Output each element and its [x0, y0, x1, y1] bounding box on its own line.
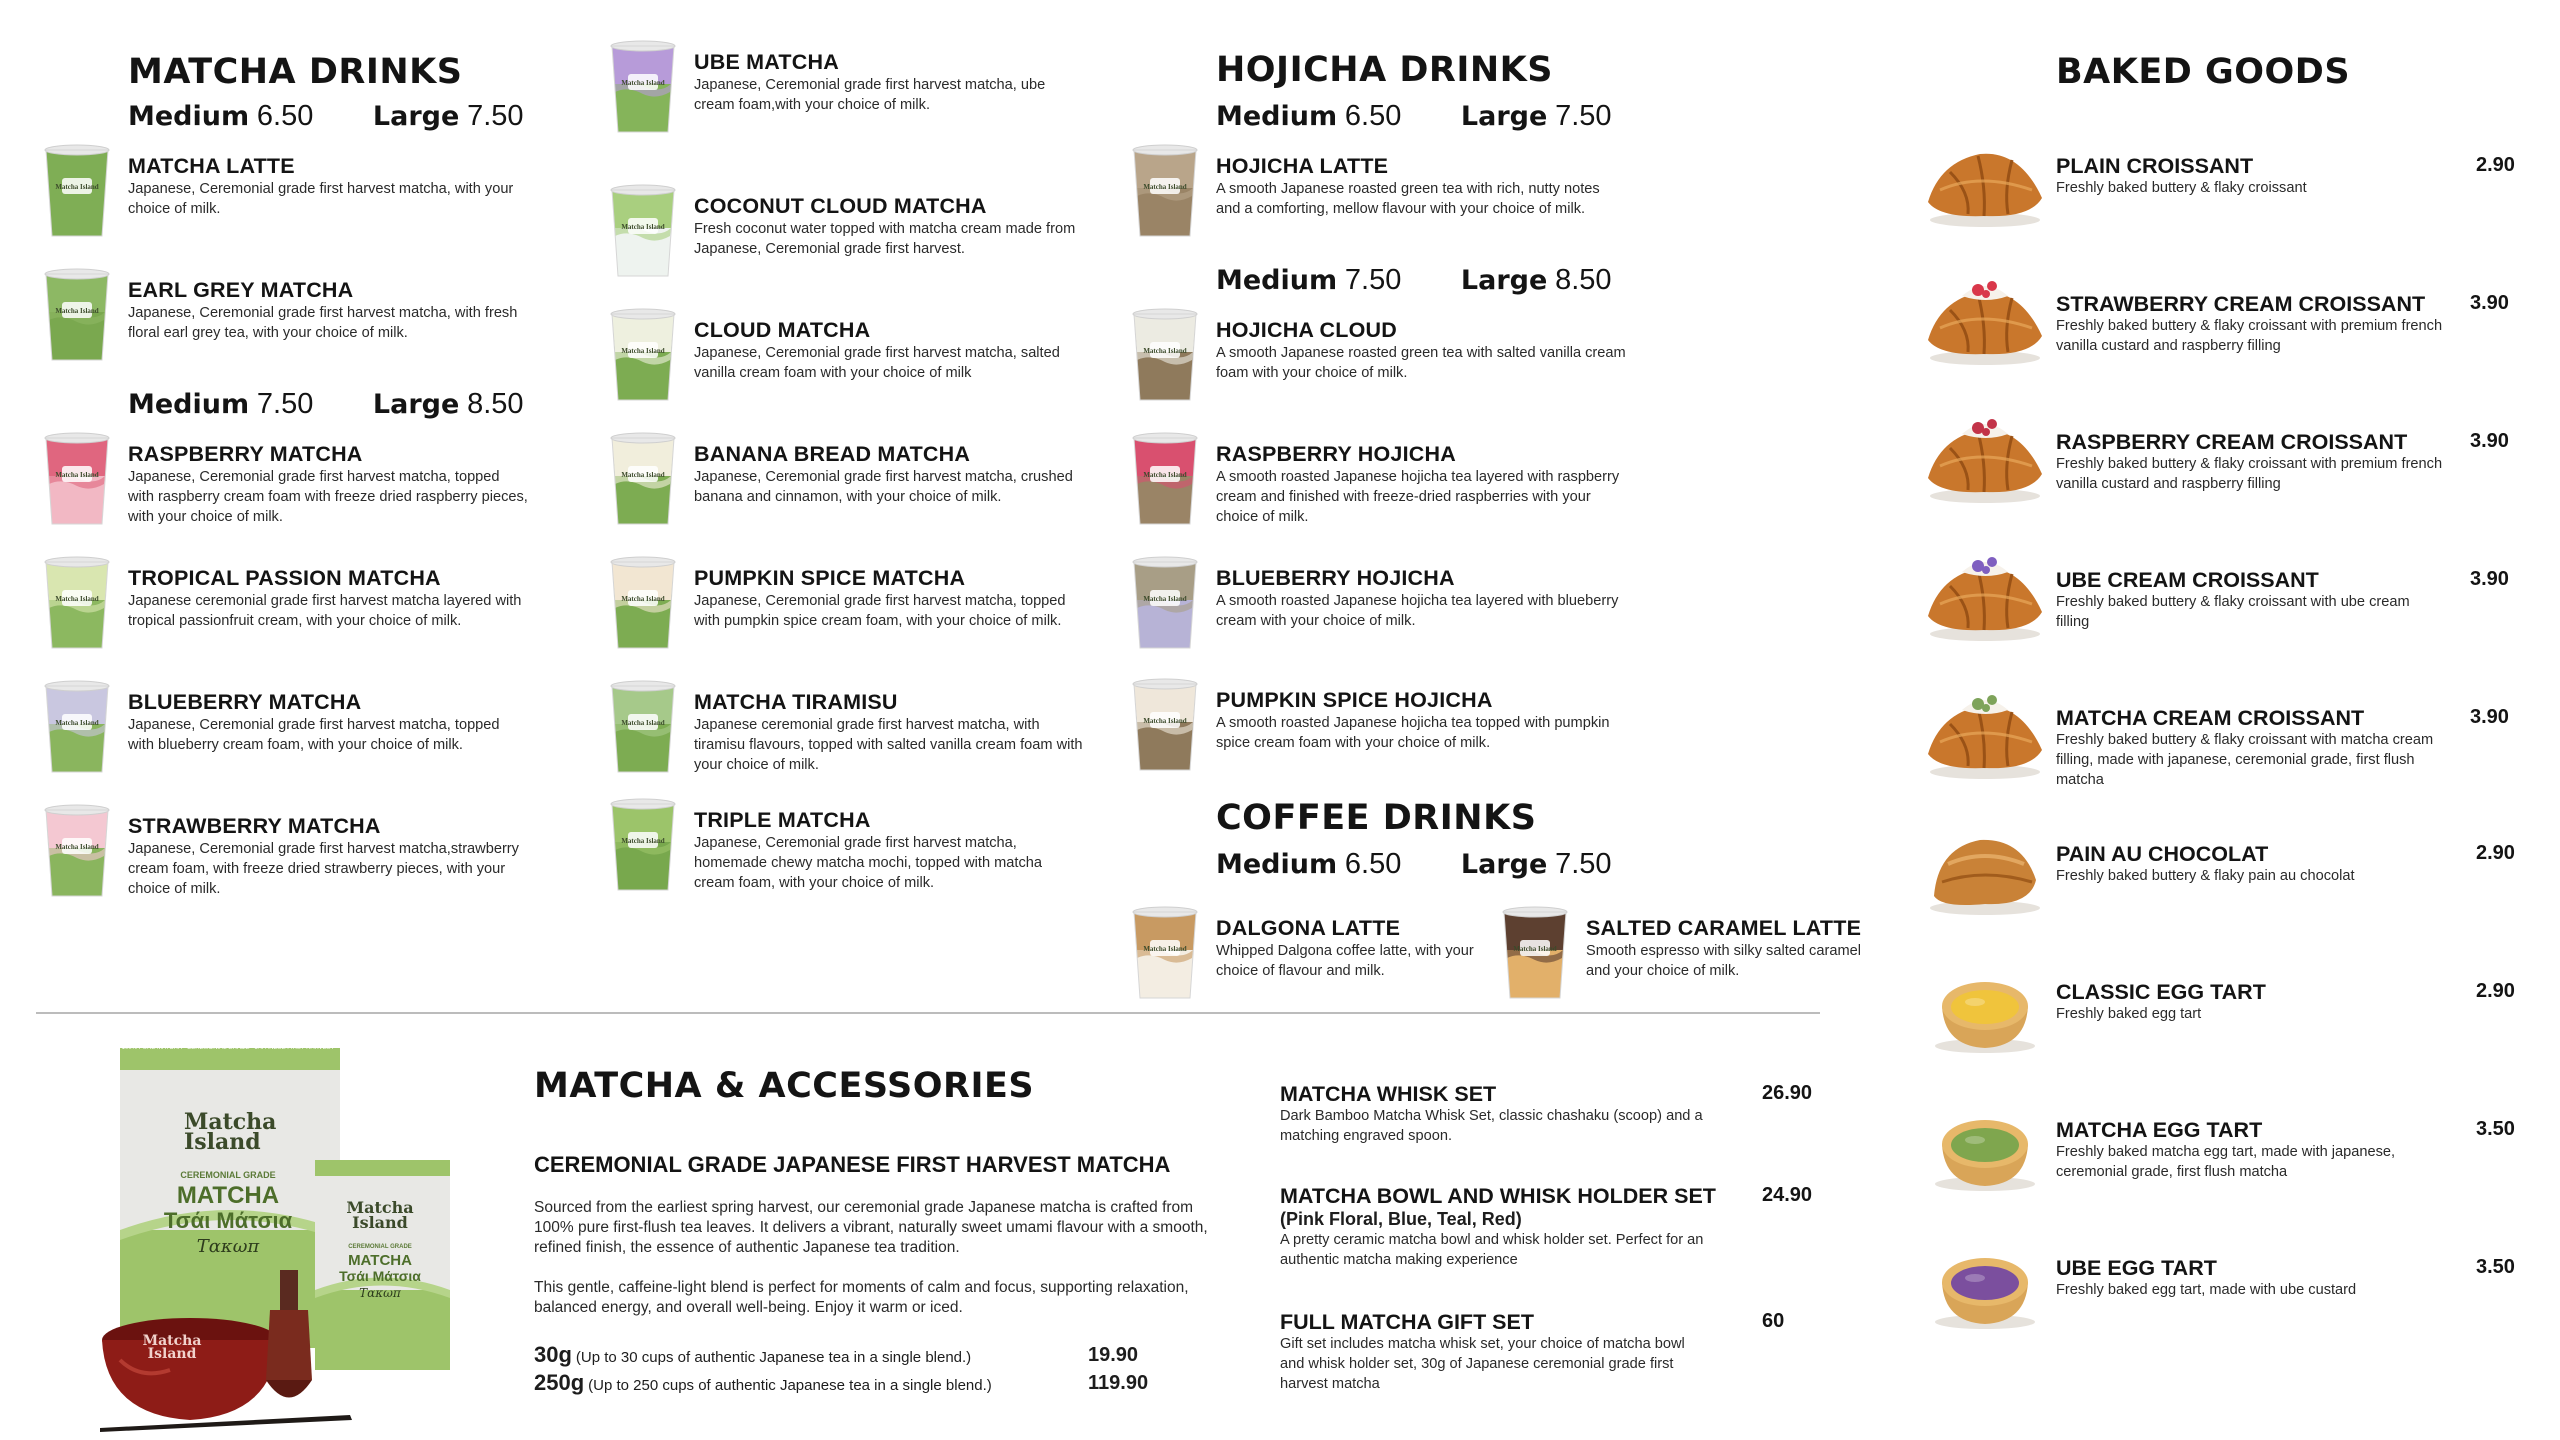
drink-cup-image	[40, 144, 114, 240]
drink-cup-image	[40, 268, 114, 364]
drink-cup-image	[1128, 432, 1202, 528]
medium-price: 7.50	[1344, 264, 1402, 296]
menu-item-name: UBE MATCHA	[694, 50, 839, 74]
menu-item-desc: Japanese, Ceremonial grade first harvest matcha, salted vanilla cream foam with your choice of milk	[694, 345, 1060, 381]
small-pouch-brand	[320, 1200, 440, 1230]
medium-label: Medium	[128, 389, 250, 420]
small-pouch-grade: CEREMONIAL GRADE	[348, 1244, 412, 1250]
baked-item	[2056, 842, 2446, 886]
baked-item-name: PAIN AU CHOCOLAT	[2056, 842, 2269, 866]
menu-item-desc: Japanese, Ceremonial grade first harvest matcha, homemade chewy matcha mochi, topped with matcha cream foam, with your choice of milk.	[694, 835, 1042, 891]
medium-price: 6.50	[1344, 100, 1402, 132]
small-pouch-greek: Τσάι Μάτσια	[339, 1268, 421, 1284]
matcha-drinks-title: MATCHA DRINKS	[128, 52, 463, 92]
matcha-tier1-prices	[128, 100, 524, 133]
menu-item-desc: Japanese, Ceremonial grade first harvest matcha, topped with blueberry cream foam, with your choice of milk.	[128, 717, 500, 753]
hojicha-tier2-prices	[1216, 264, 1612, 297]
baked-item-price: 3.50	[2476, 1118, 2515, 1140]
croissant-image	[1920, 684, 2050, 789]
menu-item-name: PUMPKIN SPICE MATCHA	[694, 566, 966, 590]
baked-item-name: PLAIN CROISSANT	[2056, 154, 2254, 178]
baked-item-desc: Freshly baked egg tart	[2056, 1006, 2202, 1022]
large-price: 7.50	[1555, 848, 1612, 880]
drink-cup-image	[40, 556, 114, 652]
menu-item-desc: A smooth roasted Japanese hojicha tea layered with blueberry cream with your choice of milk.	[1216, 593, 1619, 629]
drink-cup-image	[40, 804, 114, 900]
baked-item-name: UBE CREAM CROISSANT	[2056, 568, 2319, 592]
baked-item-desc: Freshly baked buttery & flaky croissant with premium french vanilla custard and raspberry filling	[2056, 318, 2443, 354]
drink-cup-image	[606, 798, 680, 894]
cup-brand-label: Matcha Island	[621, 223, 665, 231]
accessory-set	[1280, 1184, 1720, 1270]
cup-brand-label: Matcha Island	[621, 719, 665, 727]
coffee-tier1-prices	[1216, 848, 1612, 881]
menu-item-desc: Smooth espresso with silky salted caramel and your choice of milk.	[1586, 943, 1861, 979]
matcha-tier2-prices	[128, 388, 524, 421]
menu-item-desc: Japanese, Ceremonial grade first harvest matcha, with fresh floral earl grey tea, with your choice of milk.	[128, 305, 518, 341]
cup-brand-label: Matcha Island	[1143, 347, 1187, 355]
baked-item	[2056, 706, 2446, 790]
menu-item-name: HOJICHA LATTE	[1216, 154, 1389, 178]
baked-item-price: 3.90	[2470, 706, 2509, 728]
cup-brand-label: Matcha Island	[55, 183, 99, 191]
baked-item	[2056, 568, 2446, 632]
pain-au-chocolat-image	[1920, 820, 2050, 925]
menu-item-name: MATCHA LATTE	[128, 154, 295, 178]
menu-item-name: MATCHA TIRAMISU	[694, 690, 898, 714]
menu-item-desc: Fresh coconut water topped with matcha cream made from Japanese, Ceremonial grade first harvest.	[694, 221, 1076, 257]
baked-item-name: MATCHA EGG TART	[2056, 1118, 2263, 1142]
menu-item-name: BLUEBERRY HOJICHA	[1216, 566, 1455, 590]
baked-item-price: 3.90	[2470, 292, 2509, 314]
medium-price: 6.50	[256, 100, 314, 132]
menu-item	[694, 50, 1084, 115]
menu-item	[1216, 442, 1626, 527]
accessories-para2: This gentle, caffeine-light blend is perfect for moments of calm and focus, supporting relaxation, balanced energy, and overall well-being. Enjoy it warm or iced.	[534, 1279, 1189, 1316]
cup-brand-label: Matcha Island	[1143, 717, 1187, 725]
matcha-size-price: 119.90	[1088, 1372, 1149, 1394]
cup-brand-label: Matcha Island	[1143, 595, 1187, 603]
cup-brand-label: Matcha Island	[55, 307, 99, 315]
large-price: 7.50	[1555, 100, 1612, 132]
cup-brand-label: Matcha Island	[1143, 471, 1187, 479]
menu-item-name: DALGONA LATTE	[1216, 916, 1401, 940]
medium-price: 6.50	[1344, 848, 1402, 880]
menu-item-desc: Japanese ceremonial grade first harvest matcha, with tiramisu flavours, topped with salted vanilla cream foam with your choice of milk.	[694, 717, 1083, 773]
menu-item	[1586, 916, 1876, 981]
menu-item-desc: Japanese, Ceremonial grade first harvest matcha, topped with pumpkin spice cream foam, with your choice of milk.	[694, 593, 1066, 629]
large-price: 7.50	[467, 100, 524, 132]
menu-item-name: HOJICHA CLOUD	[1216, 318, 1397, 342]
drink-cup-image	[1128, 678, 1202, 774]
cup-brand-label: Matcha Island	[621, 347, 665, 355]
cup-brand-label: Matcha Island	[621, 837, 665, 845]
accessory-set-name: FULL MATCHA GIFT SET	[1280, 1310, 1534, 1334]
baked-item-name: CLASSIC EGG TART	[2056, 980, 2266, 1004]
baked-item-name: RASPBERRY CREAM CROISSANT	[2056, 430, 2408, 454]
baked-item-desc: Freshly baked egg tart, made with ube custard	[2056, 1282, 2357, 1298]
large-label: Large	[1460, 265, 1548, 296]
baked-item	[2056, 980, 2446, 1024]
menu-item	[1216, 688, 1626, 753]
menu-item-desc: Whipped Dalgona coffee latte, with your choice of flavour and milk.	[1216, 943, 1474, 979]
drink-cup-image	[606, 432, 680, 528]
large-label: Large	[372, 101, 460, 132]
drink-cup-image	[40, 680, 114, 776]
drink-cup-image	[1128, 556, 1202, 652]
drink-cup-image	[606, 184, 680, 280]
baked-item	[2056, 292, 2446, 356]
menu-item-desc: Japanese, Ceremonial grade first harvest matcha,strawberry cream foam, with freeze dried strawberry pieces, with your choice of milk.	[128, 841, 519, 897]
coffee-drinks-title: COFFEE DRINKS	[1216, 798, 1537, 838]
drink-cup-image	[1128, 308, 1202, 404]
menu-item	[694, 318, 1084, 383]
matcha-size-row	[534, 1370, 1154, 1396]
matcha-size-row	[534, 1342, 1154, 1368]
baked-item-name: UBE EGG TART	[2056, 1256, 2217, 1280]
menu-item	[128, 442, 528, 527]
baked-item-name: MATCHA CREAM CROISSANT	[2056, 706, 2365, 730]
menu-item-name: SALTED CARAMEL LATTE	[1586, 916, 1862, 940]
medium-label: Medium	[1216, 849, 1338, 880]
cup-brand-label: Matcha Island	[55, 595, 99, 603]
cup-brand-label: Matcha Island	[1143, 945, 1187, 953]
pouch-word: MATCHA	[176, 1182, 280, 1209]
cup-brand-label: Matcha Island	[1143, 183, 1187, 191]
menu-item	[694, 194, 1084, 259]
bowl-brand-line1: Matcha	[142, 1333, 202, 1349]
medium-label: Medium	[128, 101, 250, 132]
cup-brand-label: Matcha Island	[621, 471, 665, 479]
menu-item	[694, 442, 1084, 507]
section-divider	[36, 1012, 1820, 1014]
menu-item	[694, 808, 1084, 893]
small-pouch-word: MATCHA	[348, 1252, 412, 1269]
pouch-brand-line2: Island	[184, 1129, 261, 1155]
pouch-brand	[184, 1109, 277, 1155]
menu-item	[128, 814, 528, 899]
baked-item-price: 2.90	[2476, 842, 2515, 864]
pouch-script: Τακωπ	[196, 1236, 260, 1257]
menu-item-name: CLOUD MATCHA	[694, 318, 871, 342]
accessory-set-price: 24.90	[1762, 1184, 1813, 1206]
baked-item-desc: Freshly baked matcha egg tart, made with japanese, ceremonial grade, first flush matcha	[2056, 1144, 2396, 1180]
menu-item-name: TROPICAL PASSION MATCHA	[128, 566, 441, 590]
cup-brand-label: Matcha Island	[1513, 945, 1557, 953]
baked-goods-title: BAKED GOODS	[2056, 52, 2351, 92]
menu-item-name: PUMPKIN SPICE HOJICHA	[1216, 688, 1493, 712]
accessories-title: MATCHA & ACCESSORIES	[534, 1066, 1035, 1106]
cup-brand-label: Matcha Island	[621, 595, 665, 603]
menu-item	[1216, 566, 1626, 631]
bowl-brand-line2: Island	[147, 1346, 197, 1362]
menu-item	[128, 566, 528, 631]
cup-brand-label: Matcha Island	[55, 843, 99, 851]
menu-item	[1216, 318, 1626, 383]
pouch-greek: Τσάι Μάτσια	[163, 1208, 293, 1233]
accessories-para1: Sourced from the earliest spring harvest, our ceremonial grade Japanese matcha is crafted from 100% pure first-flush tea leaves. It delivers a vibrant, naturally sweet umami flavour with a smooth, refined finish, the essence of authentic Japanese tea tradition.	[534, 1199, 1208, 1256]
drink-cup-image	[40, 432, 114, 528]
menu-item-name: RASPBERRY MATCHA	[128, 442, 363, 466]
matcha-size-note: (Up to 30 cups of authentic Japanese tea in a single blend.)	[575, 1349, 972, 1366]
menu-item	[1216, 916, 1496, 981]
drink-cup-image	[1498, 906, 1572, 1002]
accessory-set-desc: Gift set includes matcha whisk set, your choice of matcha bowl and whisk holder set, 30g of Japanese ceremonial grade first harvest matcha	[1280, 1336, 1685, 1392]
menu-item-desc: A smooth Japanese roasted green tea with rich, nutty notes and a comforting, mellow flavour with your choice of milk.	[1216, 181, 1600, 217]
drink-cup-image	[606, 308, 680, 404]
accessory-set-price: 26.90	[1762, 1082, 1813, 1104]
matcha-size-note: (Up to 250 cups of authentic Japanese tea in a single blend.)	[588, 1377, 992, 1394]
menu-item-name: EARL GREY MATCHA	[128, 278, 354, 302]
baked-item-name: STRAWBERRY CREAM CROISSANT	[2056, 292, 2426, 316]
baked-item	[2056, 430, 2446, 494]
small-pouch-brand-line2: Island	[352, 1213, 408, 1232]
baked-item	[2056, 1118, 2446, 1182]
bowl-brand	[132, 1335, 212, 1361]
cup-brand-label: Matcha Island	[55, 471, 99, 479]
large-label: Large	[1460, 101, 1548, 132]
menu-item-desc: Japanese, Ceremonial grade first harvest matcha, topped with raspberry cream foam with freeze dried raspberry pieces, with your choice of milk.	[128, 469, 528, 525]
baked-item-price: 2.90	[2476, 980, 2515, 1002]
menu-item-name: COCONUT CLOUD MATCHA	[694, 194, 987, 218]
menu-item-name: TRIPLE MATCHA	[694, 808, 871, 832]
matcha-size: 30g	[534, 1342, 572, 1367]
large-label: Large	[372, 389, 460, 420]
menu-item-name: RASPBERRY HOJICHA	[1216, 442, 1456, 466]
baked-item	[2056, 1256, 2446, 1300]
egg-tart-image	[1920, 958, 2050, 1063]
accessory-set-name: MATCHA WHISK SET	[1280, 1082, 1497, 1106]
accessory-set	[1280, 1310, 1720, 1394]
menu-item-desc: Japanese ceremonial grade first harvest matcha layered with tropical passionfruit cream, with your choice of milk.	[128, 593, 522, 629]
baked-item-price: 2.90	[2476, 154, 2515, 176]
menu-item-desc: A smooth Japanese roasted green tea with salted vanilla cream foam with your choice of milk.	[1216, 345, 1626, 381]
menu-item	[694, 690, 1084, 775]
baked-item-price: 3.90	[2470, 430, 2509, 452]
baked-item-desc: Freshly baked buttery & flaky croissant with matcha cream filling, made with japanese, ceremonial grade, first flush matcha	[2056, 732, 2434, 788]
hojicha-tier1-prices	[1216, 100, 1612, 133]
pouch-brand-line1: Matcha	[184, 1109, 277, 1135]
cup-brand-label: Matcha Island	[621, 79, 665, 87]
drink-cup-image	[606, 680, 680, 776]
menu-item-desc: A smooth roasted Japanese hojicha tea layered with raspberry cream and finished with freeze-dried raspberries with your choice of milk.	[1216, 469, 1620, 525]
pouch-top-strip: 100% PURE MATCHA · CEREMONIAL GRADE · JAPANESE FIRST HARVEST	[121, 1045, 335, 1051]
small-pouch-script: Τακωπ	[359, 1286, 401, 1300]
hojicha-drinks-title: HOJICHA DRINKS	[1216, 50, 1553, 90]
large-label: Large	[1460, 849, 1548, 880]
menu-item	[1216, 154, 1626, 219]
menu-item-name: BLUEBERRY MATCHA	[128, 690, 362, 714]
menu-item-desc: A smooth roasted Japanese hojicha tea topped with pumpkin spice cream foam with your choice of milk.	[1216, 715, 1610, 751]
menu-item-name: STRAWBERRY MATCHA	[128, 814, 381, 838]
accessory-set-name: MATCHA BOWL AND WHISK HOLDER SET	[1280, 1184, 1716, 1208]
menu-item-name: BANANA BREAD MATCHA	[694, 442, 971, 466]
menu-item	[128, 154, 528, 219]
drink-cup-image	[1128, 906, 1202, 1002]
egg-tart-image	[1920, 1096, 2050, 1201]
accessory-set-price: 60	[1762, 1310, 1785, 1332]
menu-item-desc: Japanese, Ceremonial grade first harvest matcha, with your choice of milk.	[128, 181, 514, 217]
menu-item-desc: Japanese, Ceremonial grade first harvest matcha, ube cream foam,with your choice of milk.	[694, 77, 1046, 113]
cup-brand-label: Matcha Island	[55, 719, 99, 727]
menu-item	[128, 690, 528, 755]
egg-tart-image	[1920, 1234, 2050, 1339]
baked-item-price: 3.50	[2476, 1256, 2515, 1278]
baked-item-desc: Freshly baked buttery & flaky croissant with ube cream filling	[2056, 594, 2410, 630]
large-price: 8.50	[467, 388, 524, 420]
pouch-grade: CEREMONIAL GRADE	[180, 1170, 276, 1180]
small-pouch-brand-line1: Matcha	[346, 1198, 414, 1217]
medium-price: 7.50	[256, 388, 314, 420]
large-price: 8.50	[1555, 264, 1612, 296]
croissant-image	[1920, 270, 2050, 375]
baked-item-price: 3.90	[2470, 568, 2509, 590]
menu-item-desc: Japanese, Ceremonial grade first harvest matcha, crushed banana and cinnamon, with your choice of milk.	[694, 469, 1073, 505]
croissant-image	[1920, 132, 2050, 237]
croissant-image	[1920, 546, 2050, 651]
baked-item-desc: Freshly baked buttery & flaky pain au chocolat	[2056, 868, 2355, 884]
baked-item-desc: Freshly baked buttery & flaky croissant with premium french vanilla custard and raspberry filling	[2056, 456, 2443, 492]
accessory-set-variants: (Pink Floral, Blue, Teal, Red)	[1280, 1209, 1522, 1229]
matcha-size: 250g	[534, 1370, 585, 1395]
accessory-set-desc: Dark Bamboo Matcha Whisk Set, classic chashaku (scoop) and a matching engraved spoon.	[1280, 1108, 1703, 1144]
accessory-set	[1280, 1082, 1720, 1146]
baked-item	[2056, 154, 2446, 198]
drink-cup-image	[606, 40, 680, 136]
croissant-image	[1920, 408, 2050, 513]
medium-label: Medium	[1216, 101, 1338, 132]
menu-item	[128, 278, 528, 343]
baked-item-desc: Freshly baked buttery & flaky croissant	[2056, 180, 2307, 196]
drink-cup-image	[606, 556, 680, 652]
drink-cup-image	[1128, 144, 1202, 240]
medium-label: Medium	[1216, 265, 1338, 296]
matcha-size-price: 19.90	[1088, 1344, 1139, 1366]
accessory-set-desc: A pretty ceramic matcha bowl and whisk holder set. Perfect for an authentic matcha making experience	[1280, 1232, 1704, 1268]
menu-item	[694, 566, 1084, 631]
accessories-subtitle: CEREMONIAL GRADE JAPANESE FIRST HARVEST MATCHA	[534, 1152, 1171, 1177]
